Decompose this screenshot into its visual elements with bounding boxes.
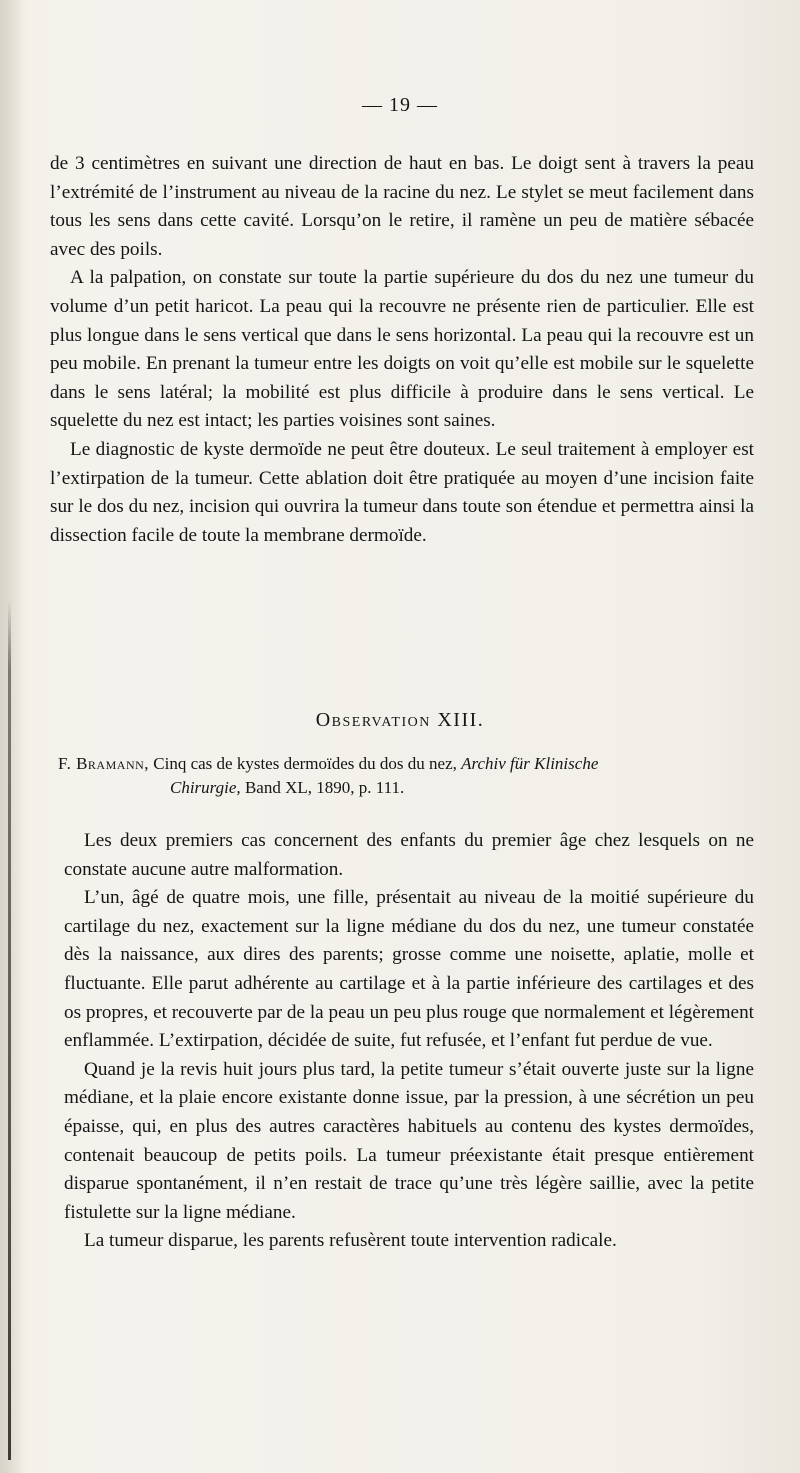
paragraph: de 3 centimètres en suivant une direction de haut en bas. Le doigt sent à travers la peau l’extrémité de l’instrument au niveau de la racine du nez. Le stylet se meut facilement dans tous les sens dans cette cavité. Lorsqu’on le retire, il ramène un peu de matière sébacée avec des poils.	[50, 153, 754, 260]
paragraph: L’un, âgé de quatre mois, une fille, présentait au niveau de la moitié supérieure du cartilage du nez, exactement sur la ligne médiane du dos du nez, une tumeur constatée dès la naissance, aux dires des parents; grosse comme une noisette, aplatie, molle et fluctuante. Elle parut adhérente au cartilage et à la partie inférieure des cartilages et des os propres, et recouverte par de la peau un peu plus rouge que normalement et légèrement enflammée. L’extirpation, décidée de suite, fut refusée, et l’enfant fut perdue de vue.	[64, 887, 754, 1052]
reference-journal-cont: Chirurgie,	[170, 778, 241, 797]
reference-details: Band XL, 1890, p. 111.	[240, 778, 405, 797]
top-text-block	[50, 150, 754, 550]
paragraph: Quand je la revis huit jours plus tard, la petite tumeur s’était ouverte juste sur la ligne médiane, et la plaie encore existante donne issue, par la pression, à une sécrétion un peu épaisse, qui, en plus des autres caractères habituels au contenu des kystes dermoïdes, contenait beaucoup de petits poils. La tumeur préexistante était presque entièrement disparue spontanément, il n’en restait de trace qu’une très légère saillie, avec la petite fistulette sur la ligne médiane.	[64, 1058, 754, 1223]
reference-author: F. Bramann,	[58, 754, 150, 773]
bottom-text-block	[64, 827, 754, 1256]
bibliographic-reference	[58, 752, 758, 800]
observation-heading: Observation XIII.	[315, 709, 485, 731]
paragraph: Les deux premiers cas concernent des enfants du premier âge chez lesquels on ne constate aucune autre malformation.	[64, 830, 754, 880]
margin-shadow	[0, 0, 22, 1473]
reference-line-2	[58, 776, 758, 800]
paragraph: A la palpation, on constate sur toute la partie supérieure du dos du nez une tumeur du volume d’un petit haricot. La peau qui la recouvre ne présente rien de particulier. Elle est plus longue dans le sens vertical que dans le sens horizontal. La peau qui la recouvre est un peu mobile. En prenant la tumeur entre les doigts on voit qu’elle est mobile sur le squelette dans le sens latéral; la mobilité est plus difficile à produire dans le sens vertical. Le squelette du nez est intact; les parties voisines sont saines.	[50, 267, 754, 432]
reference-title: Cinq cas de kystes dermoïdes du dos du nez,	[149, 754, 462, 773]
paragraph: La tumeur disparue, les parents refusèrent toute intervention radicale.	[84, 1230, 617, 1252]
page-number: — 19 —	[362, 94, 438, 116]
reference-journal: Archiv für Klinische	[461, 754, 599, 773]
paragraph: Le diagnostic de kyste dermoïde ne peut être douteux. Le seul traitement à employer est l’extirpation de la tumeur. Cette ablation doit être pratiquée au moyen d’une incision faite sur le dos du nez, incision qui ouvrira la tumeur dans toute son étendue et permettra ainsi la dissection facile de toute la membrane dermoïde.	[50, 438, 754, 546]
